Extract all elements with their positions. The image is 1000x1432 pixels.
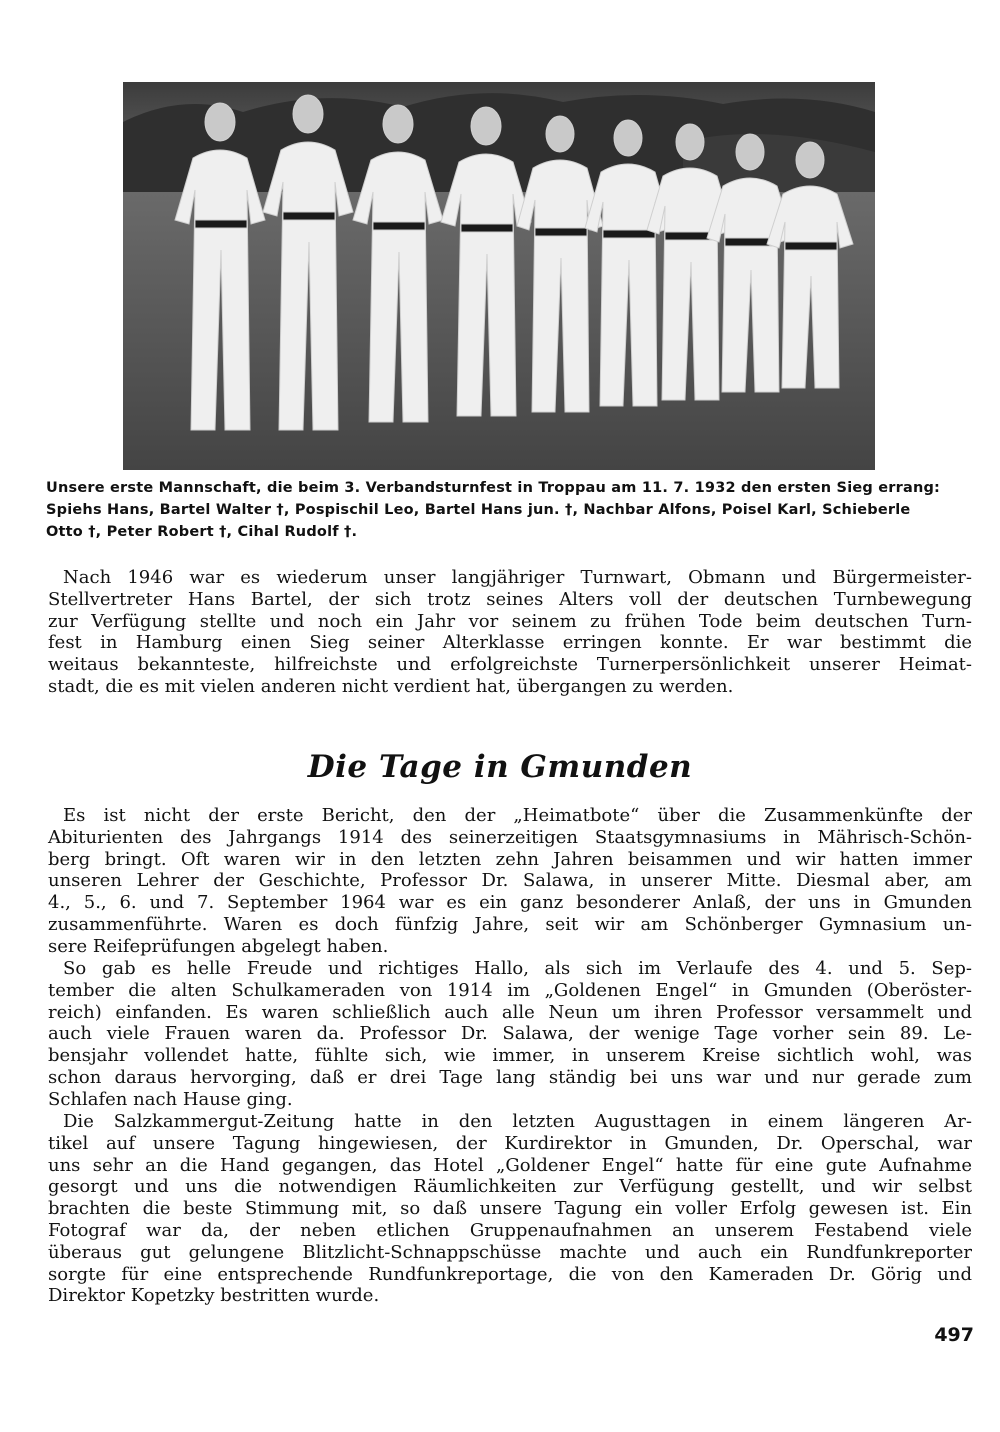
- article-paragraph-1: [48, 805, 972, 958]
- team-photo: [123, 82, 875, 470]
- caption-line: Otto †, Peter Robert †, Cihal Rudolf †.: [46, 524, 358, 540]
- text-line: auch viele Frauen waren da. Professor Dr. Salawa, der wenige Tage vorher sein 89. Le-: [48, 1023, 972, 1045]
- caption-line: Spiehs Hans, Bartel Walter †, Pospischil Leo, Bartel Hans jun. †, Nachbar Alfons, Poisel Karl, Schieberle: [46, 502, 911, 518]
- intro-paragraph: [48, 567, 972, 698]
- page-number: 497: [934, 1324, 974, 1346]
- text-line: tember die alten Schulkameraden von 1914 im „Goldenen Engel“ in Gmunden (Oberöster-: [48, 979, 972, 1001]
- text-line: stadt, die es mit vielen anderen nicht verdient hat, übergangen zu werden.: [48, 675, 734, 697]
- text-line: zur Verfügung stellte und noch ein Jahr vor seinem zu frühen Tode beim deutschen Turn-: [48, 610, 972, 632]
- text-line: fest in Hamburg einen Sieg seiner Alterklasse erringen konnte. Er war bestimmt die: [48, 632, 972, 654]
- text-line: gesorgt und uns die notwendigen Räumlichkeiten zur Verfügung gestellt, und wir selbst: [48, 1176, 972, 1198]
- text-line: Fotograf war da, der neben etlichen Gruppenaufnahmen an unserem Festabend viele: [48, 1219, 972, 1241]
- caption-line: Unsere erste Mannschaft, die beim 3. Verbandsturnfest in Troppau am 11. 7. 1932 den ersten Sieg errang:: [46, 480, 941, 496]
- text-line: unseren Lehrer der Geschichte, Professor Dr. Salawa, in unserer Mitte. Diesmal aber, am: [48, 870, 972, 892]
- text-line: weitaus bekannteste, hilfreichste und erfolgreichste Turnerpersönlichkeit unserer Heimat-: [48, 654, 972, 676]
- text-line: überaus gut gelungene Blitzlicht-Schnappschüsse machte und auch ein Rundfunkreporter: [48, 1241, 972, 1263]
- text-line: Die Salzkammergut-Zeitung hatte in den letzten Augusttagen in einem längeren Ar-: [63, 1111, 972, 1132]
- text-line: tikel auf unsere Tagung hingewiesen, der Kurdirektor in Gmunden, Dr. Operschal, war: [48, 1132, 972, 1154]
- article-heading: Die Tage in Gmunden: [307, 749, 693, 785]
- text-line: 4., 5., 6. und 7. September 1964 war es ein ganz besonderer Anlaß, der uns in Gmunden: [48, 892, 972, 914]
- text-line: Nach 1946 war es wiederum unser langjähriger Turnwart, Obmann und Bürgermeister-: [63, 567, 972, 588]
- text-line: berg bringt. Oft waren wir in den letzten zehn Jahren beisammen und wir hatten immer: [48, 848, 972, 870]
- text-line: zusammenführte. Waren es doch fünfzig Jahre, seit wir am Schönberger Gymnasium un-: [48, 913, 972, 935]
- photo-caption: [46, 477, 966, 543]
- article-paragraph-3: [48, 1111, 972, 1307]
- text-line: Es ist nicht der erste Bericht, den der „Heimatbote“ über die Zusammenkünfte der: [63, 805, 972, 826]
- text-line: So gab es helle Freude und richtiges Hallo, als sich im Verlaufe des 4. und 5. Sep-: [63, 958, 972, 979]
- article-paragraph-2: [48, 958, 972, 1111]
- team-photo-icon: [123, 82, 875, 470]
- text-line: Direktor Kopetzky bestritten wurde.: [48, 1285, 380, 1307]
- text-line: sere Reifeprüfungen abgelegt haben.: [48, 935, 389, 957]
- text-line: Abiturienten des Jahrgangs 1914 des seinerzeitigen Staatsgymnasiums in Mährisch-Schön-: [48, 826, 972, 848]
- text-line: uns sehr an die Hand gegangen, das Hotel „Goldener Engel“ hatte für eine gute Aufnahme: [48, 1154, 972, 1176]
- text-line: bensjahr vollendet hatte, fühlte sich, wie immer, in unserem Kreise sichtlich wohl, was: [48, 1045, 972, 1067]
- text-line: sorgte für eine entsprechende Rundfunkreportage, die von den Kameraden Dr. Görig und: [48, 1263, 972, 1285]
- text-line: Schlafen nach Hause ging.: [48, 1088, 293, 1110]
- text-line: brachten die beste Stimmung mit, so daß unsere Tagung ein voller Erfolg gewesen ist. Ein: [48, 1198, 972, 1220]
- text-line: Stellvertreter Hans Bartel, der sich trotz seines Alters voll der deutschen Turnbewegung: [48, 588, 972, 610]
- text-line: reich) einfanden. Es waren schließlich auch alle Neun um ihren Professor versammelt und: [48, 1001, 972, 1023]
- text-line: schon daraus hervorging, daß er drei Tage lang ständig bei uns war und nur gerade zum: [48, 1066, 972, 1088]
